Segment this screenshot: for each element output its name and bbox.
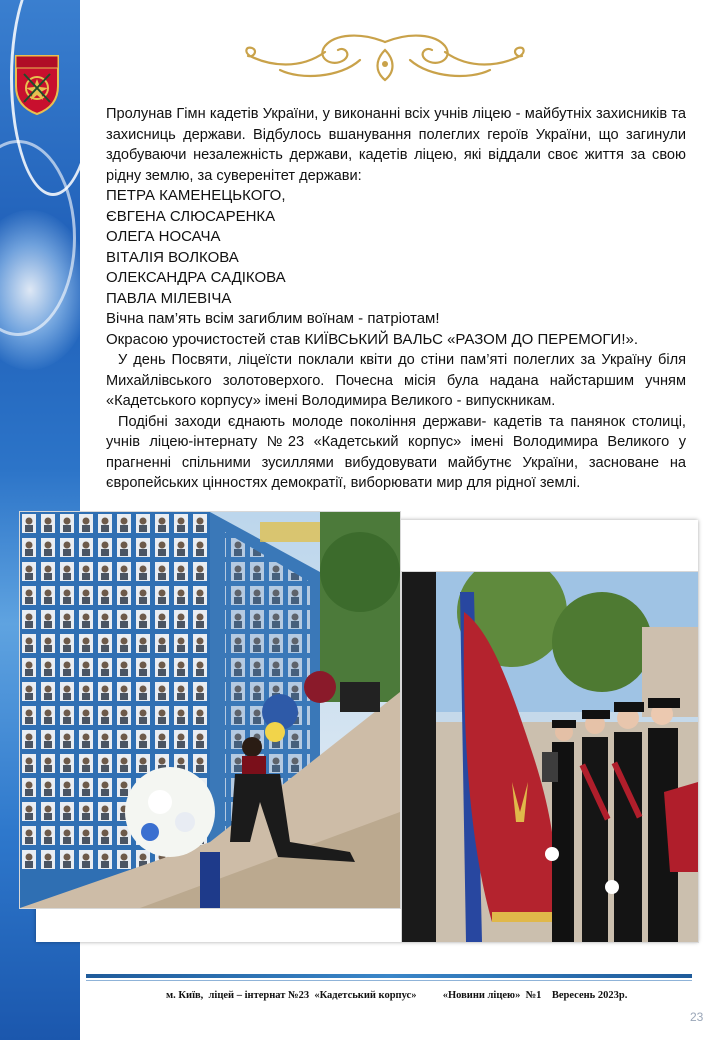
article-body	[106, 104, 686, 494]
memory-line: Вічна пам’ять всім загиблим воїнам - патріотам!	[106, 310, 440, 327]
hero-name: ОЛЕГА НОСАЧА	[106, 228, 221, 245]
paragraph-dedication: У день Посвяти, ліцеїсти поклали квіти до стіни пам’яті полеглих за Україну біля Михайлівського золотоверхого. Почесна місія була надана найстаршим учням «Кадетського корпусу» імені Володимира Великого - випускникам.	[106, 352, 686, 409]
hero-name: ОЛЕКСАНДРА САДІКОВА	[106, 269, 286, 286]
photo-memorial-wall	[20, 512, 400, 908]
paragraph-unity: Подібні заходи єднають молоде покоління держави- кадетів та панянок столиці, учнів ліцею-інтернату №23 «Кадетський корпус» імені Володимира Великого у прагненні спільними зусиллями вибудовувати майбутнє України, засноване на європейських цінностях демократії, виборювати мир для рідної землі.	[106, 413, 686, 491]
lyceum-emblem-icon	[14, 52, 60, 116]
photo-cadets-banner	[402, 572, 698, 942]
hero-name: ПАВЛА МІЛЕВІЧА	[106, 289, 232, 307]
footer-text: м. Київ, ліцей – інтернат №23 «Кадетський корпус» «Новини ліцею» №1 Вересень 2023р.	[166, 990, 628, 1001]
hero-name: ВІТАЛІЯ ВОЛКОВА	[106, 248, 239, 266]
page-number: 23	[690, 1010, 704, 1024]
gold-scroll-ornament-icon	[240, 30, 530, 90]
hero-name: ПЕТРА КАМЕНЕЦЬКОГО,	[106, 187, 286, 204]
paragraph-anthem: Пролунав Гімн кадетів України, у виконанні всіх учнів ліцею - майбутніх захисників та захисниць держави. Відбулось вшанування полеглих героїв України, що загинули здобуваючи незалежність держави, кадетів ліцею, які віддали своє життя за свою рідну землю, за суверенітет держави:	[106, 106, 686, 184]
footer-divider-thin	[86, 980, 692, 981]
footer-divider	[86, 974, 692, 978]
hero-name: ЄВГЕНА СЛЮСАРЕНКА	[106, 207, 276, 225]
waltz-line: Окрасою урочистостей став КИЇВСЬКИЙ ВАЛЬС «РАЗОМ ДО ПЕРЕМОГИ!».	[106, 330, 639, 348]
